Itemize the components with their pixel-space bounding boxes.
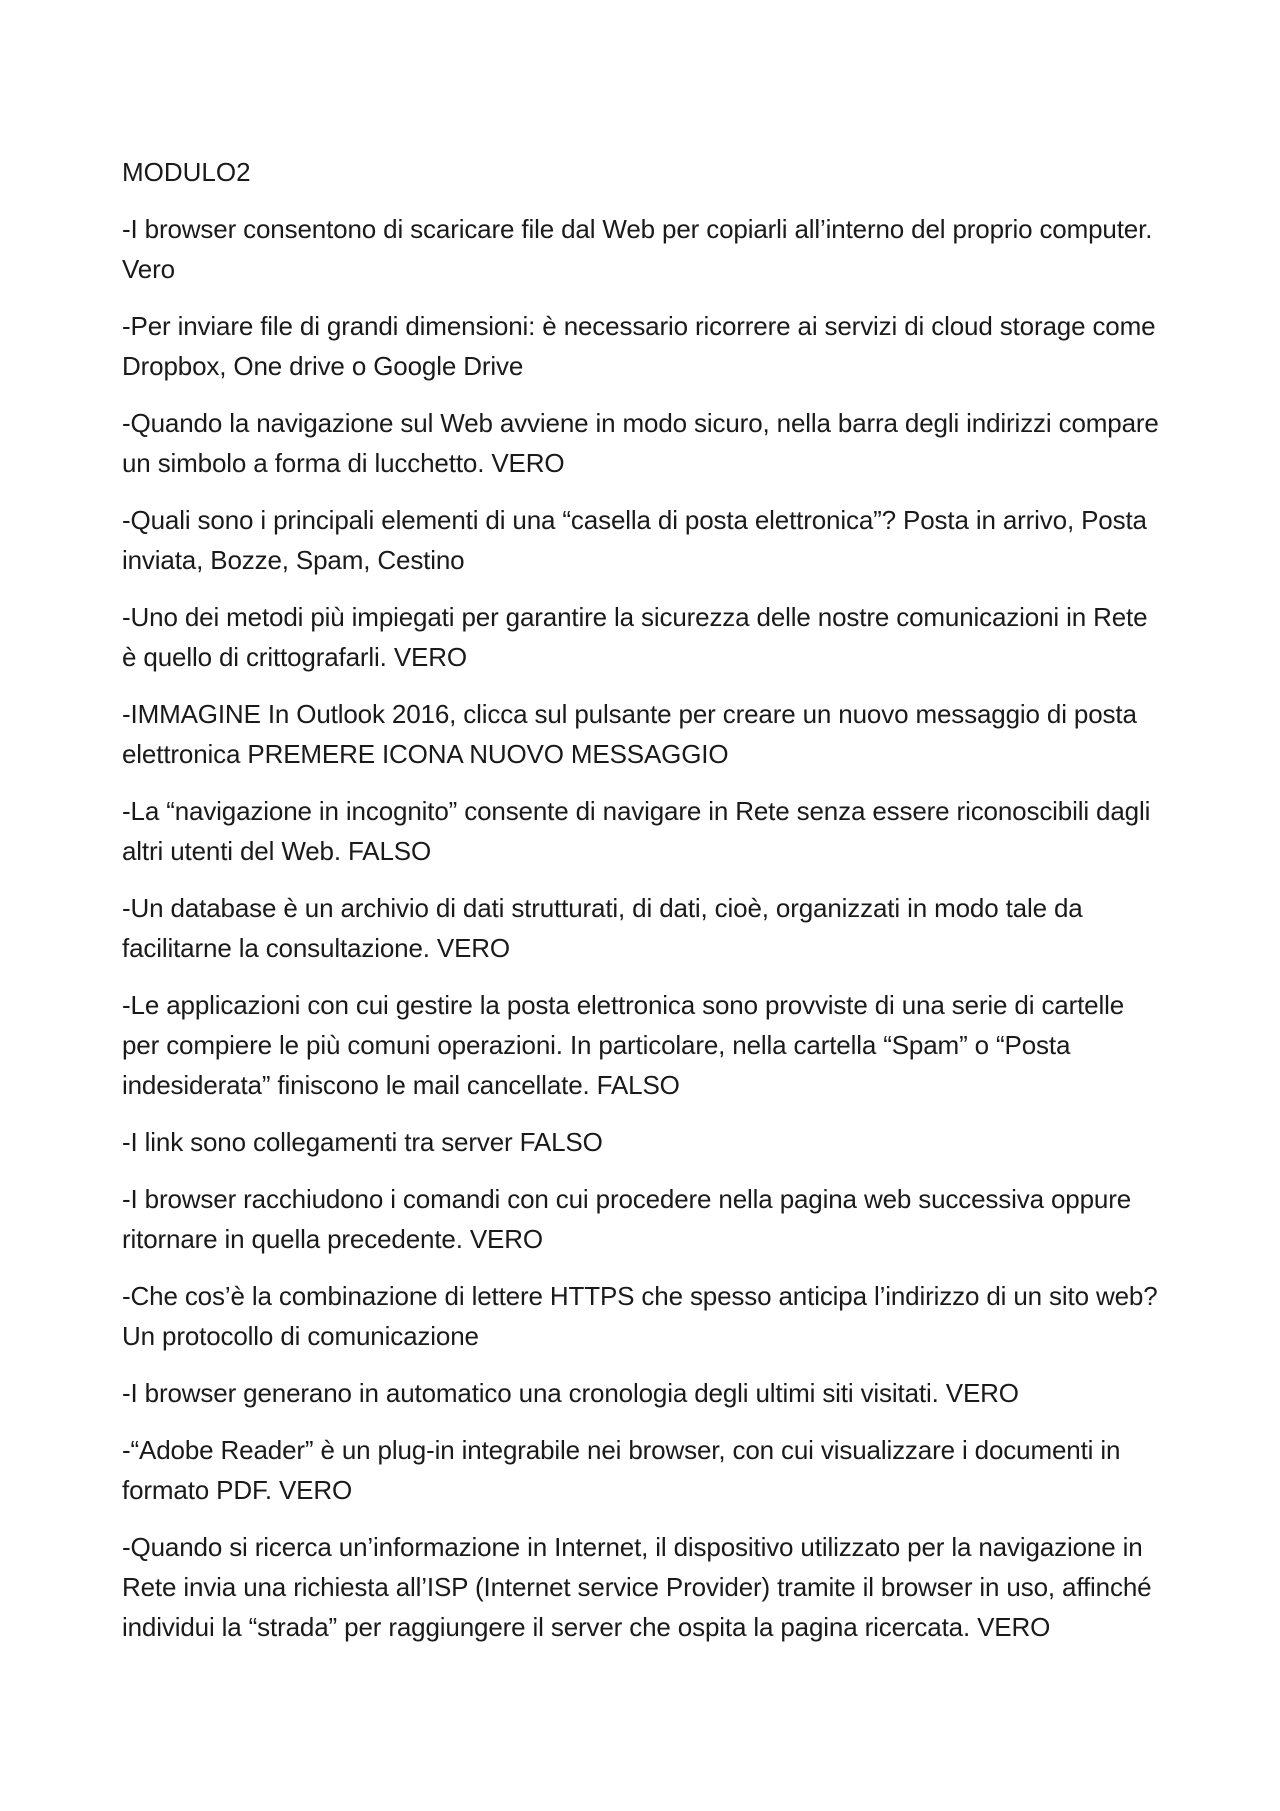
- question-item: -Le applicazioni con cui gestire la posta elettronica sono provviste di una serie di cartelle per compiere le più comuni operazioni. In particolare, nella cartella “Spam” o “Posta indesiderata” finiscono le mail cancellate. FALSO: [122, 990, 1125, 1100]
- question-item: -La “navigazione in incognito” consente di navigare in Rete senza essere riconoscibili dagli altri utenti del Web. FALSO: [122, 796, 1151, 866]
- question-item: -Un database è un archivio di dati strutturati, di dati, cioè, organizzati in modo tale da facilitarne la consultazione. VERO: [122, 893, 1083, 963]
- question-item: -Quando si ricerca un’informazione in Internet, il dispositivo utilizzato per la navigazione in Rete invia una richiesta all’ISP (Internet service Provider) tramite il browser in uso, affinché individui la “strada” per raggiungere il server che ospita la pagina ricercata. VERO: [122, 1532, 1152, 1642]
- document-title: MODULO2: [122, 157, 251, 187]
- question-item: -I browser generano in automatico una cronologia degli ultimi siti visitati. VERO: [122, 1378, 1019, 1408]
- question-item: -Che cos’è la combinazione di lettere HTTPS che spesso anticipa l’indirizzo di un sito web? Un protocollo di comunicazione: [122, 1281, 1158, 1351]
- question-item: -Quali sono i principali elementi di una “casella di posta elettronica”? Posta in arrivo, Posta inviata, Bozze, Spam, Cestino: [122, 505, 1147, 575]
- question-item: -IMMAGINE In Outlook 2016, clicca sul pulsante per creare un nuovo messaggio di posta elettronica PREMERE ICONA NUOVO MESSAGGIO: [122, 699, 1137, 769]
- question-item: -Quando la navigazione sul Web avviene in modo sicuro, nella barra degli indirizzi compare un simbolo a forma di lucchetto. VERO: [122, 408, 1159, 478]
- question-item: -Per inviare file di grandi dimensioni: è necessario ricorrere ai servizi di cloud storage come Dropbox, One drive o Google Drive: [122, 311, 1156, 381]
- question-item: -I browser consentono di scaricare file dal Web per copiarli all’interno del proprio computer. Vero: [122, 214, 1153, 284]
- question-item: -Uno dei metodi più impiegati per garantire la sicurezza delle nostre comunicazioni in Rete è quello di crittografarli. VERO: [122, 602, 1148, 672]
- question-item: -I link sono collegamenti tra server FALSO: [122, 1127, 603, 1157]
- question-item: -“Adobe Reader” è un plug-in integrabile nei browser, con cui visualizzare i documenti in formato PDF. VERO: [122, 1435, 1121, 1505]
- question-list: [122, 209, 1160, 1647]
- question-item: -I browser racchiudono i comandi con cui procedere nella pagina web successiva oppure ritornare in quella precedente. VERO: [122, 1184, 1132, 1254]
